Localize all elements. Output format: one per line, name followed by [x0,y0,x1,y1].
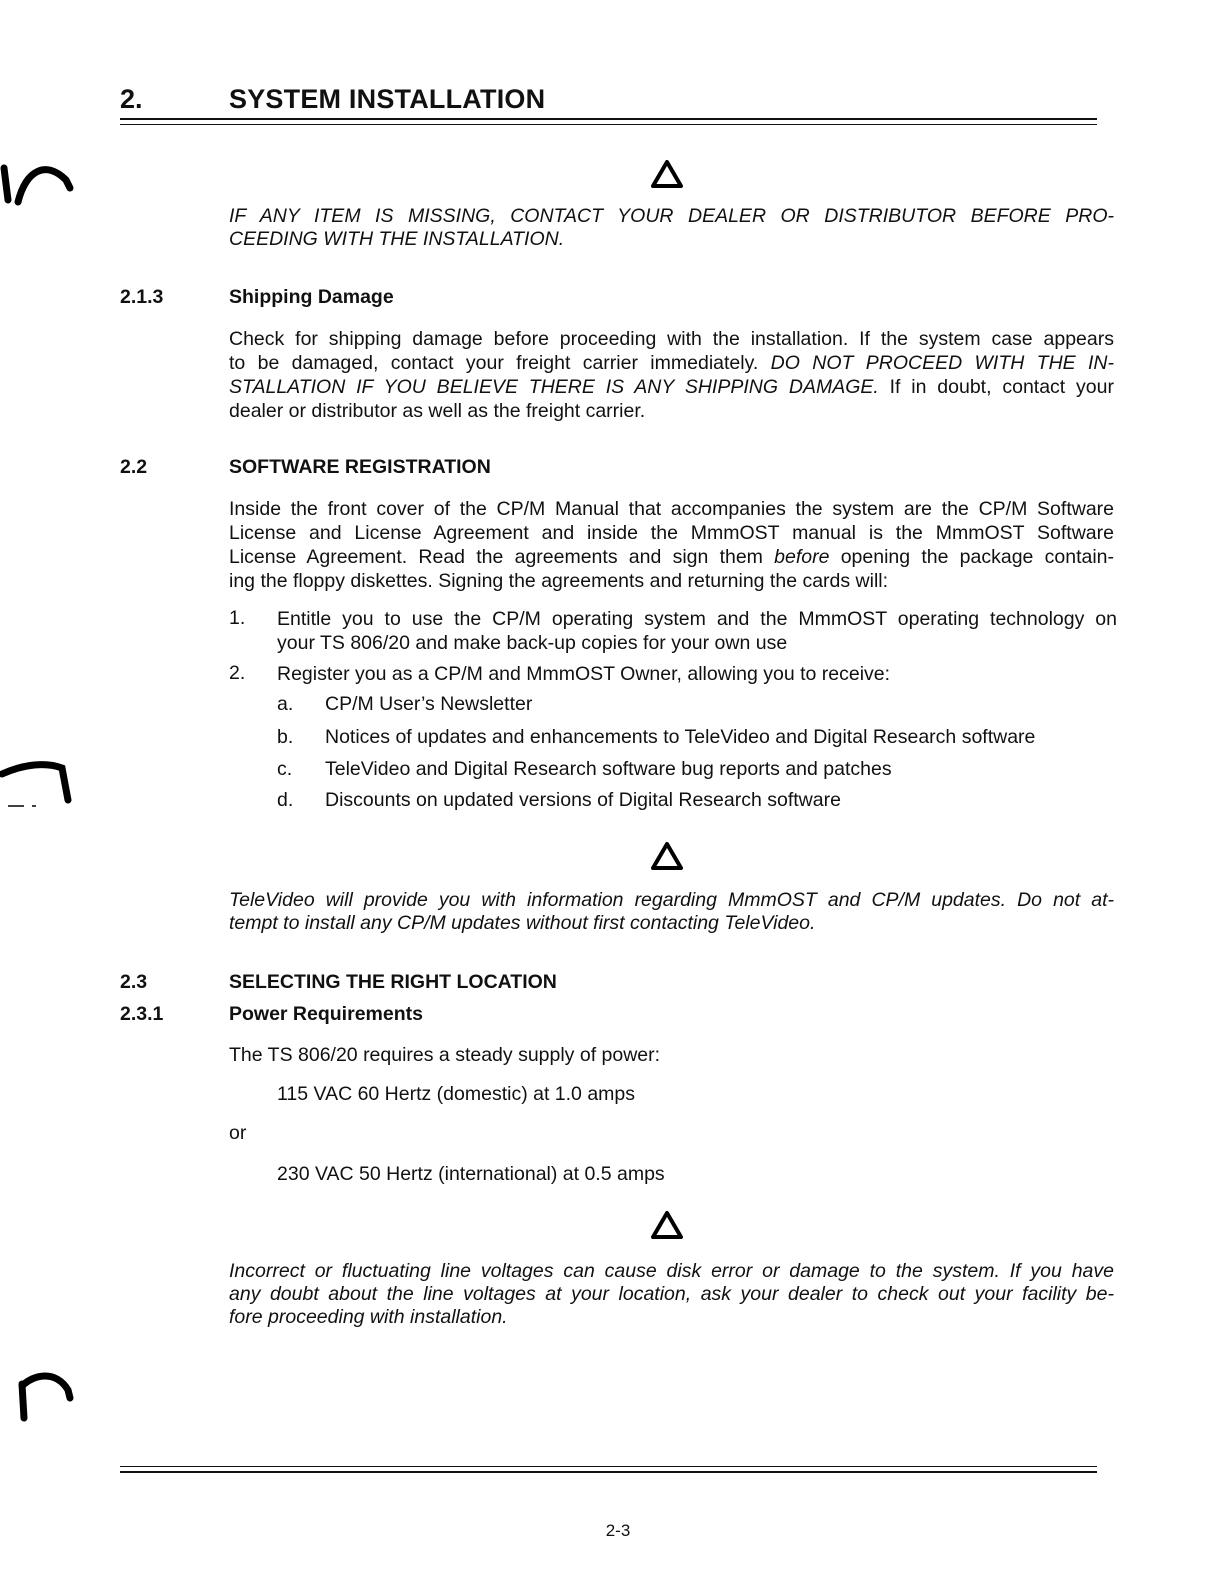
footer-rule-top [120,1466,1097,1467]
voltage-warning: Incorrect or fluctuating line voltages can cause disk error or damage to the system. If you have any doubt about the line voltages at your location, ask your dealer to check out your facility be- fore proceeding with installation. [229,1260,1114,1328]
margin-mark-2 [0,758,80,818]
caution-triangle-icon [650,1210,684,1240]
section-number: 2.1.3 [120,286,164,308]
power-option-international: 230 VAC 50 Hertz (international) at 0.5 amps [277,1163,665,1185]
sub-item: Notices of updates and enhancements to TeleVideo and Digital Research software [325,726,1036,748]
sub-item: CP/M User’s Newsletter [325,693,533,715]
updates-notice: TeleVideo will provide you with information regarding MmmOST and CP/M updates. Do not at- tempt to install any CP/M updates without first contacting TeleVideo. [229,889,1114,934]
footer-rule-bottom [120,1471,1097,1473]
shipping-damage-paragraph: Check for shipping damage before proceeding with the installation. If the system case appears to be damaged, contact your freight carrier immediately. DO NOT PROCEED WITH THE IN- STALLATION IF YOU BELIEVE THERE IS ANY SHIPPING DAMAGE. If in doubt, contact your dealer or distributor as well as the freight carrier. [229,328,1115,422]
page-number: 2-3 [605,1521,631,1540]
section-title: SOFTWARE REGISTRATION [229,456,491,478]
power-option-domestic: 115 VAC 60 Hertz (domestic) at 1.0 amps [277,1083,636,1105]
list-item-number: 2. [229,662,246,684]
sub-item: Discounts on updated versions of Digital Research software [325,789,841,811]
section-title: Power Requirements [229,1003,423,1025]
list-item-number: 1. [229,607,246,629]
section-title: SELECTING THE RIGHT LOCATION [229,971,557,993]
section-number: 2.3.1 [120,1003,164,1025]
margin-mark-3 [0,1364,80,1424]
chapter-title: SYSTEM INSTALLATION [229,84,546,114]
section-number: 2.2 [120,456,148,478]
section-number: 2.3 [120,971,148,993]
sub-item: TeleVideo and Digital Research software bug reports and patches [325,758,892,780]
sub-item-letter: a. [277,693,294,715]
caution-triangle-icon [650,159,684,189]
sub-item-letter: c. [277,758,293,780]
sub-item-letter: d. [277,789,294,811]
list-item: Entitle you to use the CP/M operating system and the MmmOST operating technology on your TS 806/20 and make back-up copies for your own use [277,608,1117,654]
chapter-number: 2. [120,84,143,114]
missing-item-warning: IF ANY ITEM IS MISSING, CONTACT YOUR DEALER OR DISTRIBUTOR BEFORE PRO- CEEDING WITH THE INSTALLATION. [229,205,1114,250]
margin-mark-1 [0,150,80,210]
list-item: Register you as a CP/M and MmmOST Owner, allowing you to receive: [277,663,891,685]
power-or: or [229,1122,247,1144]
header-rule-top [120,118,1097,120]
section-title: Shipping Damage [229,286,394,308]
caution-triangle-icon [650,841,684,871]
power-intro: The TS 806/20 requires a steady supply of power: [229,1044,661,1066]
header-rule-bottom [120,124,1097,125]
software-registration-paragraph: Inside the front cover of the CP/M Manual that accompanies the system are the CP/M Software License and License Agreement and inside the MmmOST manual is the MmmOST Software License Agreement. Read the agreements and sign them before opening the package contain- ing the floppy diskettes. Signing the agreements and returning the cards will: [229,498,1115,592]
sub-item-letter: b. [277,726,294,748]
